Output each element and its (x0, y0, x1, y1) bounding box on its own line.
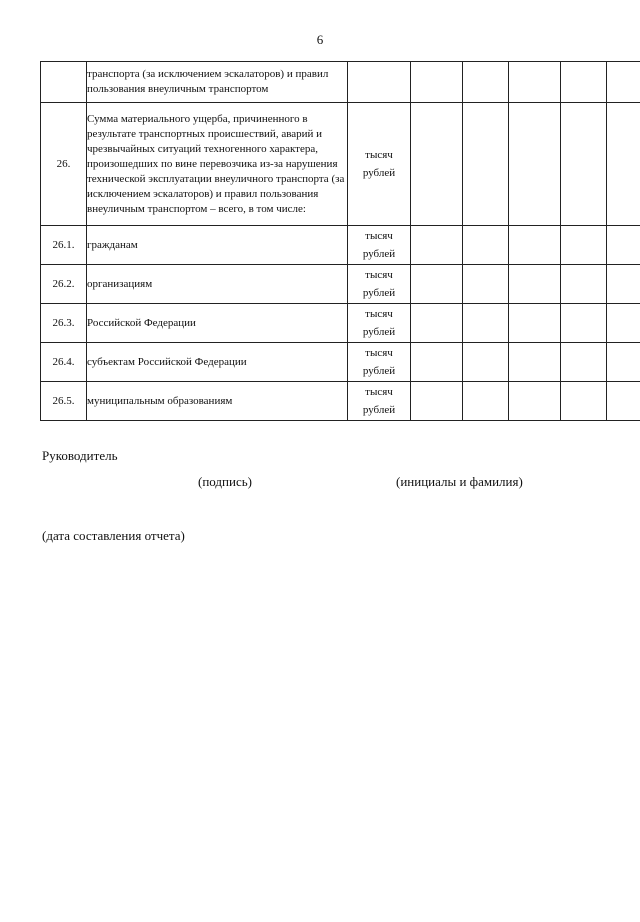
signature-caption: (подпись) (198, 474, 252, 489)
row-number: 26.5. (41, 382, 87, 421)
row-number: 26.1. (41, 226, 87, 265)
row-name: Сумма материального ущерба, причиненного в результате транспортных происшествий, аварий и чрезвычайных ситуаций техногенного характера, произошедших по вине перевозчика из-за нарушения технической эксплуатации внеуличного транспорта (за исключением эскалаторов) и правил пользования внеуличным транспортом – всего, в том числе: (87, 103, 348, 226)
value-cell (463, 343, 509, 382)
row-number: 26.3. (41, 304, 87, 343)
value-cell (607, 343, 640, 382)
row-name: Российской Федерации (87, 304, 348, 343)
page-number: 6 (316, 32, 324, 47)
value-cell (411, 62, 463, 103)
table-row (41, 382, 640, 421)
value-cell (561, 226, 607, 265)
value-cell (561, 343, 607, 382)
value-cell (463, 103, 509, 226)
row-number: 26.4. (41, 343, 87, 382)
value-cell (463, 382, 509, 421)
row-name: муниципальным образованиям (87, 382, 348, 421)
table-row (41, 265, 640, 304)
head-label: Руководитель (42, 448, 118, 463)
value-cell (561, 62, 607, 103)
value-cell (463, 226, 509, 265)
value-cell (561, 265, 607, 304)
value-cell (509, 382, 561, 421)
row-name: гражданам (87, 226, 348, 265)
row-unit: тысяч рублей (348, 343, 411, 382)
value-cell (607, 265, 640, 304)
row-name: организациям (87, 265, 348, 304)
row-unit: тысяч рублей (348, 265, 411, 304)
row-unit: тысяч рублей (348, 226, 411, 265)
row-number: 26.2. (41, 265, 87, 304)
value-cell (463, 62, 509, 103)
value-cell (607, 304, 640, 343)
row-unit: тысяч рублей (348, 382, 411, 421)
row-unit: тысяч рублей (348, 103, 411, 226)
value-cell (561, 103, 607, 226)
value-cell (607, 226, 640, 265)
value-cell (607, 62, 640, 103)
value-cell (607, 103, 640, 226)
date-caption: (дата составления отчета) (42, 528, 185, 543)
value-cell (411, 343, 463, 382)
value-cell (509, 62, 561, 103)
value-cell (509, 343, 561, 382)
value-cell (561, 304, 607, 343)
value-cell (411, 103, 463, 226)
row-number: 26. (41, 103, 87, 226)
table-row (41, 103, 640, 226)
row-unit (348, 62, 411, 103)
table-row (41, 304, 640, 343)
report-table (40, 61, 640, 421)
table-row (41, 343, 640, 382)
row-number (41, 62, 87, 103)
value-cell (509, 265, 561, 304)
row-unit: тысяч рублей (348, 304, 411, 343)
table-row (41, 62, 640, 103)
value-cell (411, 382, 463, 421)
value-cell (463, 304, 509, 343)
name-caption: (инициалы и фамилия) (396, 474, 523, 489)
row-name: субъектам Российской Федерации (87, 343, 348, 382)
table-row (41, 226, 640, 265)
row-name: транспорта (за исключением эскалаторов) и правил пользования внеуличным транспортом (87, 62, 348, 103)
value-cell (411, 265, 463, 304)
value-cell (463, 265, 509, 304)
value-cell (411, 226, 463, 265)
value-cell (509, 103, 561, 226)
value-cell (561, 382, 607, 421)
value-cell (509, 226, 561, 265)
value-cell (607, 382, 640, 421)
value-cell (411, 304, 463, 343)
value-cell (509, 304, 561, 343)
